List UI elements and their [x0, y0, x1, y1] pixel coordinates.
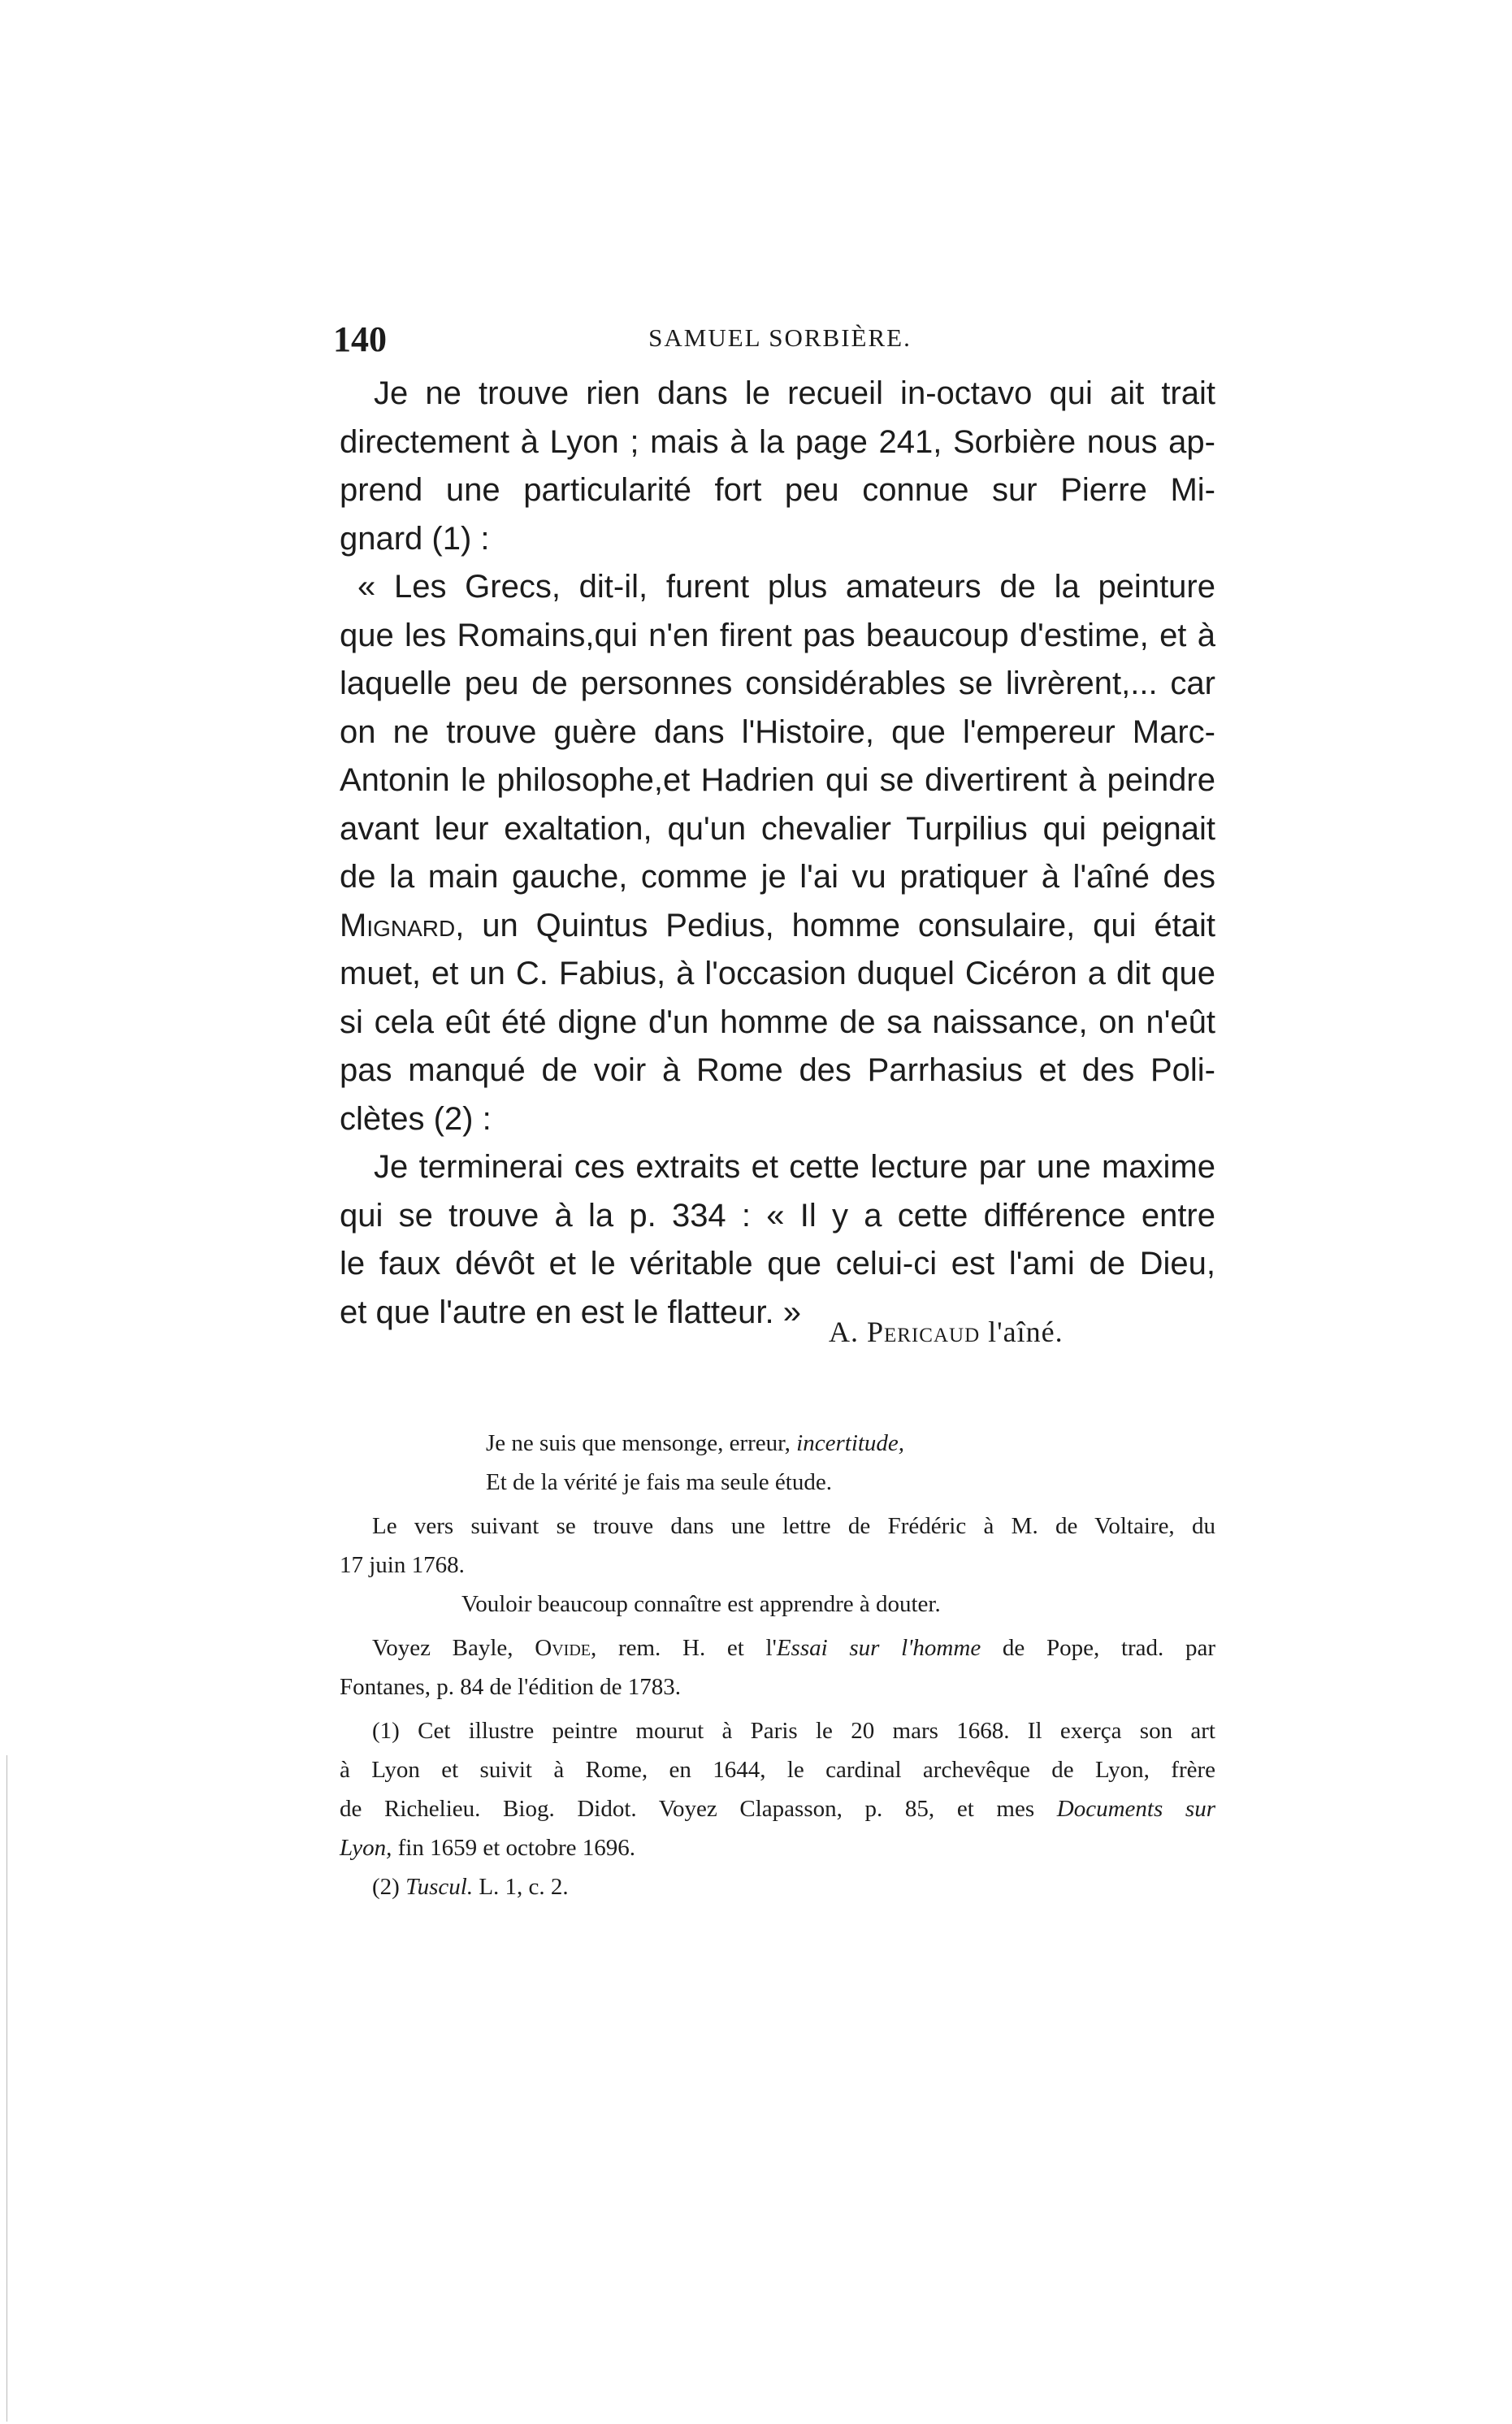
verse-italic: incertitude,: [796, 1430, 905, 1456]
text-line: Antonin le philosophe,et Hadrien qui se divertirent à peindre: [340, 762, 1215, 798]
ref-essai: Essai sur l'homme: [776, 1635, 981, 1661]
page-number: 140: [333, 319, 387, 359]
text-line: on ne trouve guère dans l'Histoire, que l'empereur Marc-: [340, 713, 1215, 750]
note-paragraph: Le vers suivant se trouve dans une lettre de Frédéric à M. de Voltaire, du: [372, 1513, 1215, 1539]
footnote-1-line: à Lyon et suivit à Rome, en 1644, le cardinal archevêque de Lyon, frère: [340, 1757, 1215, 1783]
fn-num: (2): [372, 1874, 400, 1900]
ref-text: Voyez Bayle,: [372, 1635, 513, 1661]
signature: [829, 1315, 1064, 1349]
text-line: « Les Grecs, dit-il, furent plus amateurs de la peinture: [357, 569, 1215, 605]
note-paragraph-end: 17 juin 1768.: [340, 1552, 465, 1578]
fn-text: L. 1, c. 2.: [479, 1874, 569, 1900]
ref-text: rem. H. et l': [617, 1635, 777, 1661]
verse-text: Je ne suis que mensonge, erreur,: [486, 1430, 791, 1456]
name-mignard: Mignard,: [340, 907, 465, 943]
text-line: prend une particularité fort peu connue sur Pierre Mi-: [340, 472, 1215, 508]
text-line: si cela eût été digne d'un homme de sa naissance, on n'eût: [340, 1004, 1215, 1040]
footnote-1-line: [340, 1789, 1215, 1828]
text-line: directement à Lyon ; mais à la page 241, Sorbière nous ap-: [340, 423, 1215, 460]
ref-ovide: Ovide,: [535, 1635, 597, 1661]
fn-lyon: Lyon,: [340, 1835, 392, 1861]
fn-documents: Documents sur: [1056, 1796, 1215, 1822]
scan-edge-line: [6, 1755, 7, 2422]
text-line: avant leur exaltation, qu'un chevalier Turpilius qui peignait: [340, 810, 1215, 847]
text-line: gnard (1) :: [340, 520, 490, 557]
text-line: pas manqué de voir à Rome des Parrhasius et des Poli-: [340, 1052, 1215, 1088]
text-line: qui se trouve à la p. 334 : « Il y a cette différence entre: [340, 1197, 1215, 1234]
text-line: et que l'autre en est le flatteur. »: [340, 1294, 802, 1330]
verse-line-2: Et de la vérité je fais ma seule étude.: [486, 1469, 832, 1495]
text-line: de la main gauche, comme je l'ai vu pratiquer à l'aîné des: [340, 859, 1215, 895]
ref-text: de Pope, trad. par: [1002, 1635, 1216, 1661]
fn-tuscul: Tuscul.: [405, 1874, 474, 1900]
fn-text: de Richelieu. Biog. Didot. Voyez Clapasson, p. 85, et mes: [340, 1796, 1035, 1822]
footnote-1-line: (1) Cet illustre peintre mourut à Paris le 20 mars 1668. Il exerça son art: [372, 1718, 1215, 1744]
voltaire-verse: Vouloir beaucoup connaître est apprendre à douter.: [461, 1591, 941, 1617]
text-line-rest: un Quintus Pedius, homme consulaire, qui était: [482, 907, 1215, 943]
footnotes: [340, 1424, 1215, 1906]
signature-initial: A.: [829, 1316, 859, 1348]
text-line-mignard: [340, 902, 1215, 951]
text-line: que les Romains,qui n'en firent pas beaucoup d'estime, et à: [340, 617, 1215, 653]
fn-text: fin 1659 et octobre 1696.: [397, 1835, 635, 1861]
text-line: Je ne trouve rien dans le recueil in-octavo qui ait trait: [374, 375, 1215, 411]
footnote-2: [340, 1867, 1215, 1906]
text-line: muet, et un C. Fabius, à l'occasion duquel Cicéron a dit que: [340, 956, 1215, 991]
verse-line-1: [340, 1424, 1215, 1463]
main-text: [340, 370, 1215, 1337]
text-line: le faux dévôt et le véritable que celui-ci est l'ami de Dieu,: [340, 1246, 1215, 1281]
reference-line-2: Fontanes, p. 84 de l'édition de 1783.: [340, 1674, 682, 1700]
signature-surname: Pericaud: [867, 1316, 981, 1348]
signature-suffix: l'aîné.: [988, 1316, 1064, 1348]
text-line: clètes (2) :: [340, 1100, 492, 1137]
text-line: Je terminerai ces extraits et cette lecture par une maxime: [374, 1149, 1215, 1185]
page-header: [333, 319, 1227, 367]
reference-line: [340, 1628, 1215, 1667]
text-line: laquelle peu de personnes considérables se livrèrent,... car: [340, 666, 1215, 701]
footnote-1-line: [340, 1828, 1215, 1867]
running-title: SAMUEL SORBIÈRE.: [648, 323, 912, 352]
